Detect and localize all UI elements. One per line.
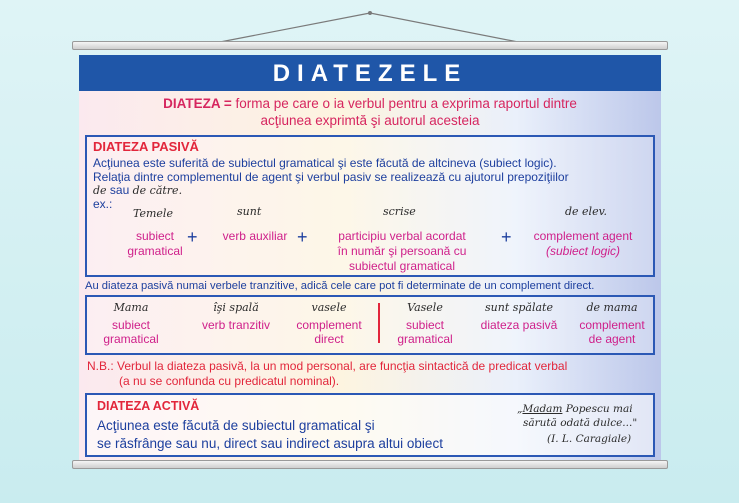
definition-line2: acţiunea exprimtă şi autorul acesteia: [260, 113, 480, 128]
cmp-right-3: [571, 301, 653, 346]
definition-line1: forma pe care o ia verbul pentru a exprima raportul dintre: [235, 96, 577, 111]
activa-heading: DIATEZA ACTIVĂ: [97, 399, 200, 413]
nb-line2: (a nu se confunda cu predicatul nominal).: [119, 374, 340, 388]
cmp-left-1: [89, 301, 173, 346]
tranzitive-note: Au diateza pasivă numai verbele tranzitive, adică cele care pot fi determinate de un complement direct.: [85, 280, 595, 292]
example-word-2: sunt: [237, 205, 262, 218]
comparison-box: [85, 295, 655, 355]
plus-sign-2: +: [297, 227, 308, 247]
cmp-left-3-role2: direct: [314, 332, 344, 346]
cmp-left-2: [191, 301, 281, 332]
cmp-right-1-role2: gramatical: [397, 332, 453, 346]
cmp-left-2-role1: verb tranzitiv: [201, 318, 271, 332]
activa-line2: se răsfrânge sau nu, direct sau indirect asupra altui obiect: [97, 436, 443, 451]
cmp-left-3-role1: complement: [296, 318, 362, 332]
top-rod: [72, 41, 668, 50]
cmp-right-1-word: Vasele: [407, 301, 443, 314]
pasiva-box: [85, 135, 655, 277]
cmp-left-3: [287, 301, 371, 346]
cmp-left-1-role1: subiect: [111, 318, 151, 332]
nb-line1: N.B.: Verbul la diateza pasivă, la un mod personal, are funcţia sintactică de predicat verbal: [87, 359, 568, 373]
cmp-right-2-word: sunt spălate: [485, 301, 553, 314]
cmp-left-2-word: îşi spală: [213, 301, 259, 314]
hanging-string: [0, 0, 739, 60]
quote-line1: „Madam Popescu mai: [517, 403, 633, 415]
example-role-2: verb auxiliar: [222, 229, 288, 243]
definition-term: DIATEZA =: [163, 96, 232, 111]
pasiva-line1: Acţiunea este suferită de subiectul gramatical şi este făcută de altcineva (subiect logic).: [93, 156, 557, 170]
example-role-3-line2: în număr şi persoană cu: [337, 244, 467, 258]
quote-line2: sărută odată dulce...": [523, 417, 638, 429]
quote-line1-rest: Popescu mai: [562, 403, 633, 415]
example-word-4: de elev.: [565, 205, 607, 218]
example-role-1-line2: gramatical: [127, 244, 183, 258]
cmp-right-3-word: de mama: [586, 301, 638, 314]
poster: [79, 55, 661, 460]
cmp-right-1-role1: subiect: [405, 318, 445, 332]
example-role-4-line2: (subiect logic): [545, 244, 621, 258]
example-word-1: Temele: [133, 207, 173, 220]
cmp-left-3-word: vasele: [311, 301, 347, 314]
plus-sign-3: +: [501, 227, 512, 247]
pasiva-heading: DIATEZA PASIVĂ: [93, 139, 199, 154]
cmp-right-3-role1: complement: [579, 318, 645, 332]
prep-sau: sau: [109, 183, 130, 197]
example-word-3: scrise: [383, 205, 416, 218]
cmp-right-1: [383, 301, 467, 346]
quote-underlined-word: Madam: [522, 403, 563, 415]
example-role-1-line1: subiect: [135, 229, 175, 243]
example-role-4: [519, 229, 647, 259]
example-role-3-line3: subiectul gramatical: [348, 259, 456, 273]
comparison-divider: [378, 303, 380, 343]
poster-title: DIATEZELE: [79, 55, 661, 91]
example-role-3: [317, 229, 487, 274]
definition: [79, 95, 661, 129]
example-role-1: [115, 229, 195, 259]
bottom-rod: [72, 460, 668, 469]
pasiva-line3: [93, 183, 182, 197]
activa-line1: Acţiunea este făcută de subiectul gramatical şi: [97, 418, 375, 433]
cmp-right-2-role1: diateza pasivă: [480, 318, 558, 332]
plus-sign-1: +: [187, 227, 198, 247]
activa-box: [85, 393, 655, 457]
cmp-left-1-role2: gramatical: [103, 332, 159, 346]
prep-de-catre: de către.: [132, 184, 183, 197]
pasiva-line2: Relaţia dintre complementul de agent şi verbul pasiv se realizează cu ajutorul prepoziţiilor: [93, 170, 569, 184]
example-role-3-line1: participiu verbal acordat: [338, 229, 466, 243]
cmp-right-2: [469, 301, 569, 332]
quote-author: (I. L. Caragiale): [547, 433, 632, 445]
cmp-left-1-word: Mama: [113, 301, 149, 314]
example-role-4-line1: complement agent: [533, 229, 633, 243]
cmp-right-3-role2: de agent: [588, 332, 636, 346]
prep-de: de: [93, 184, 107, 197]
ex-label: ex.:: [93, 197, 113, 211]
